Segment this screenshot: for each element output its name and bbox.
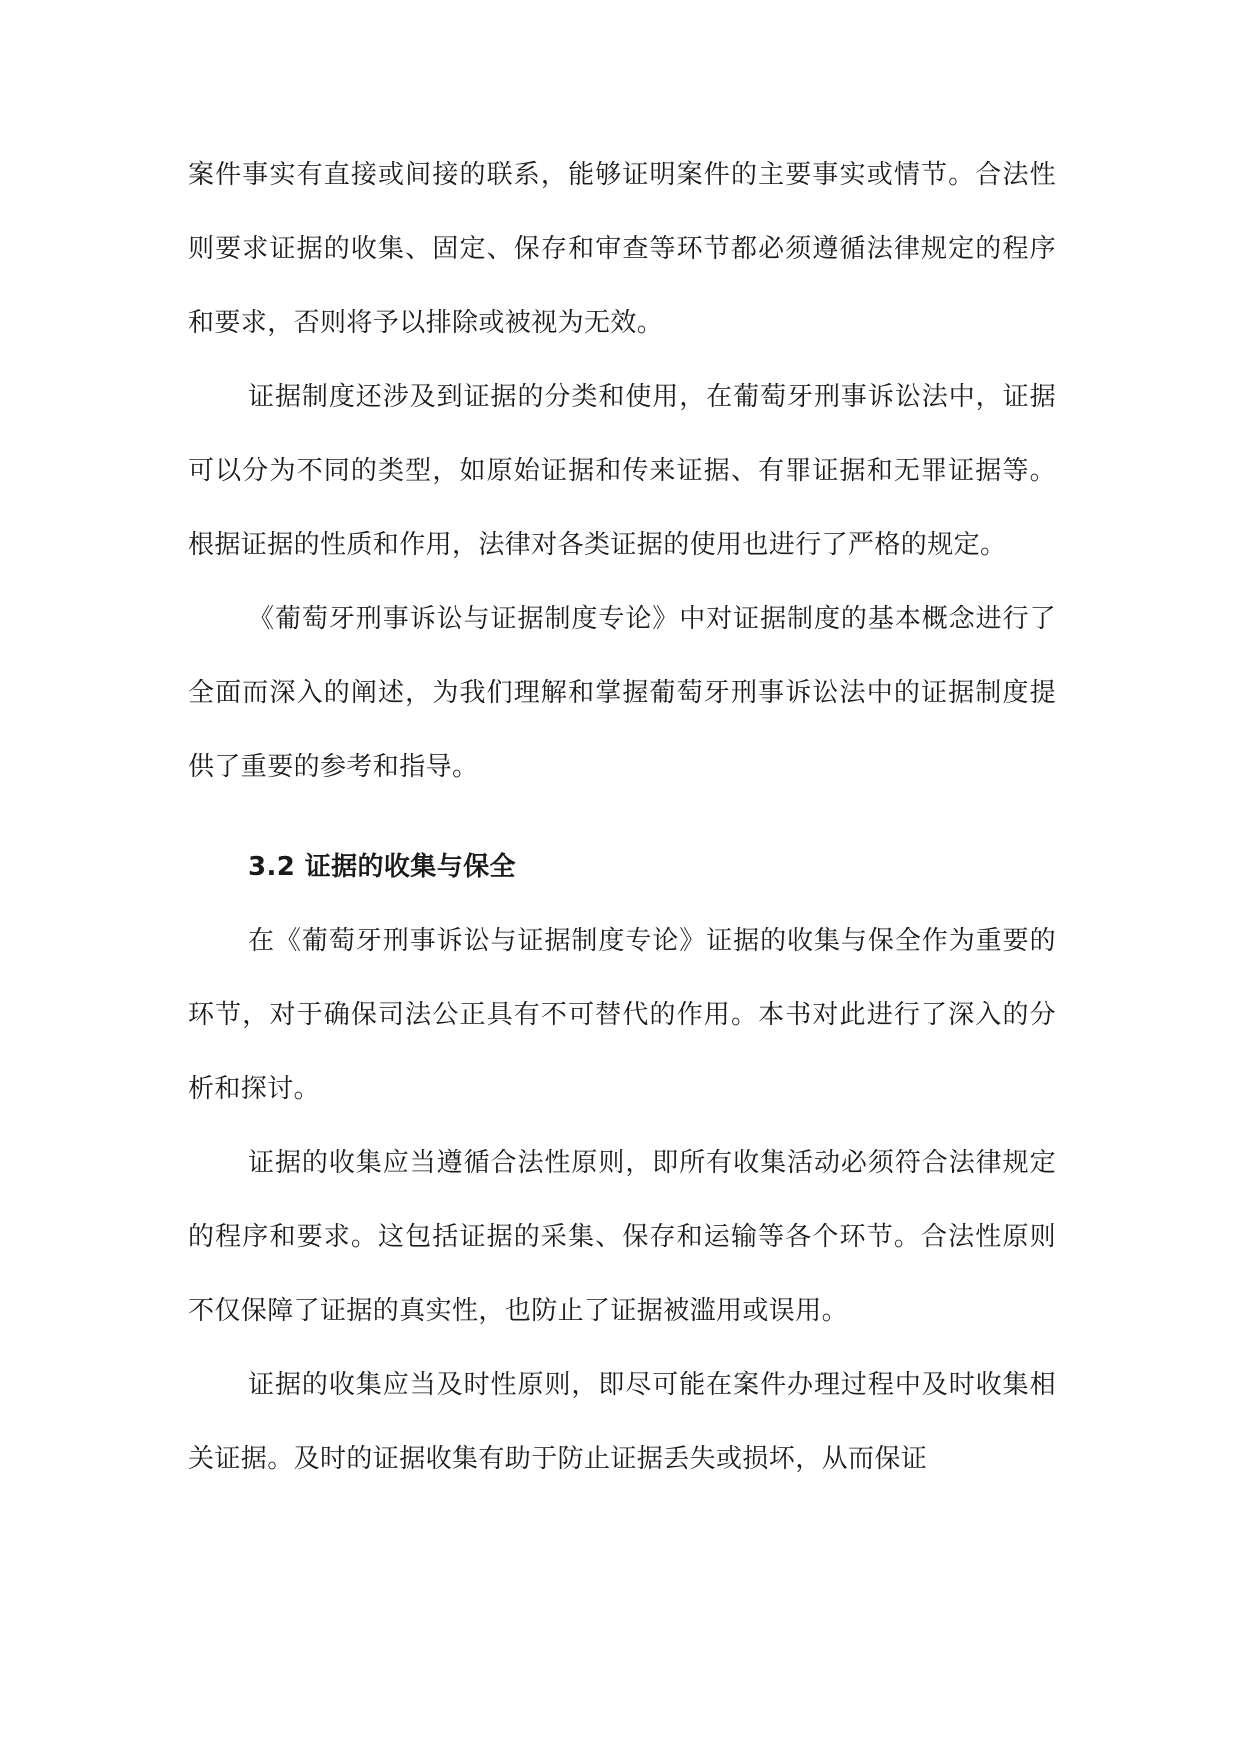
document-body <box>188 138 1056 1496</box>
section-heading: 3.2 证据的收集与保全 <box>248 852 516 882</box>
paragraph-legality-principle: 证据的收集应当遵循合法性原则，即所有收集活动必须符合法律规定的程序和要求。这包括证据的采集、保存和运输等各个环节。合法性原则不仅保障了证据的真实性，也防止了证据被滥用或误用。 <box>188 1148 1056 1326</box>
paragraph-timeliness-principle: 证据的收集应当及时性原则，即尽可能在案件办理过程中及时收集相关证据。及时的证据收集有助于防止证据丢失或损坏，从而保证 <box>188 1370 1056 1474</box>
paragraph-continued: 案件事实有直接或间接的联系，能够证明案件的主要事实或情节。合法性则要求证据的收集、固定、保存和审查等环节都必须遵循法律规定的程序和要求，否则将予以排除或被视为无效。 <box>188 160 1056 338</box>
paragraph-book-summary: 《葡萄牙刑事诉讼与证据制度专论》中对证据制度的基本概念进行了全面而深入的阐述，为我们理解和掌握葡萄牙刑事诉讼法中的证据制度提供了重要的参考和指导。 <box>188 604 1056 782</box>
paragraph-evidence-classification: 证据制度还涉及到证据的分类和使用，在葡萄牙刑事诉讼法中，证据可以分为不同的类型，如原始证据和传来证据、有罪证据和无罪证据等。根据证据的性质和作用，法律对各类证据的使用也进行了严格的规定。 <box>188 382 1056 560</box>
paragraph-collection-intro: 在《葡萄牙刑事诉讼与证据制度专论》证据的收集与保全作为重要的环节，对于确保司法公正具有不可替代的作用。本书对此进行了深入的分析和探讨。 <box>188 926 1056 1104</box>
